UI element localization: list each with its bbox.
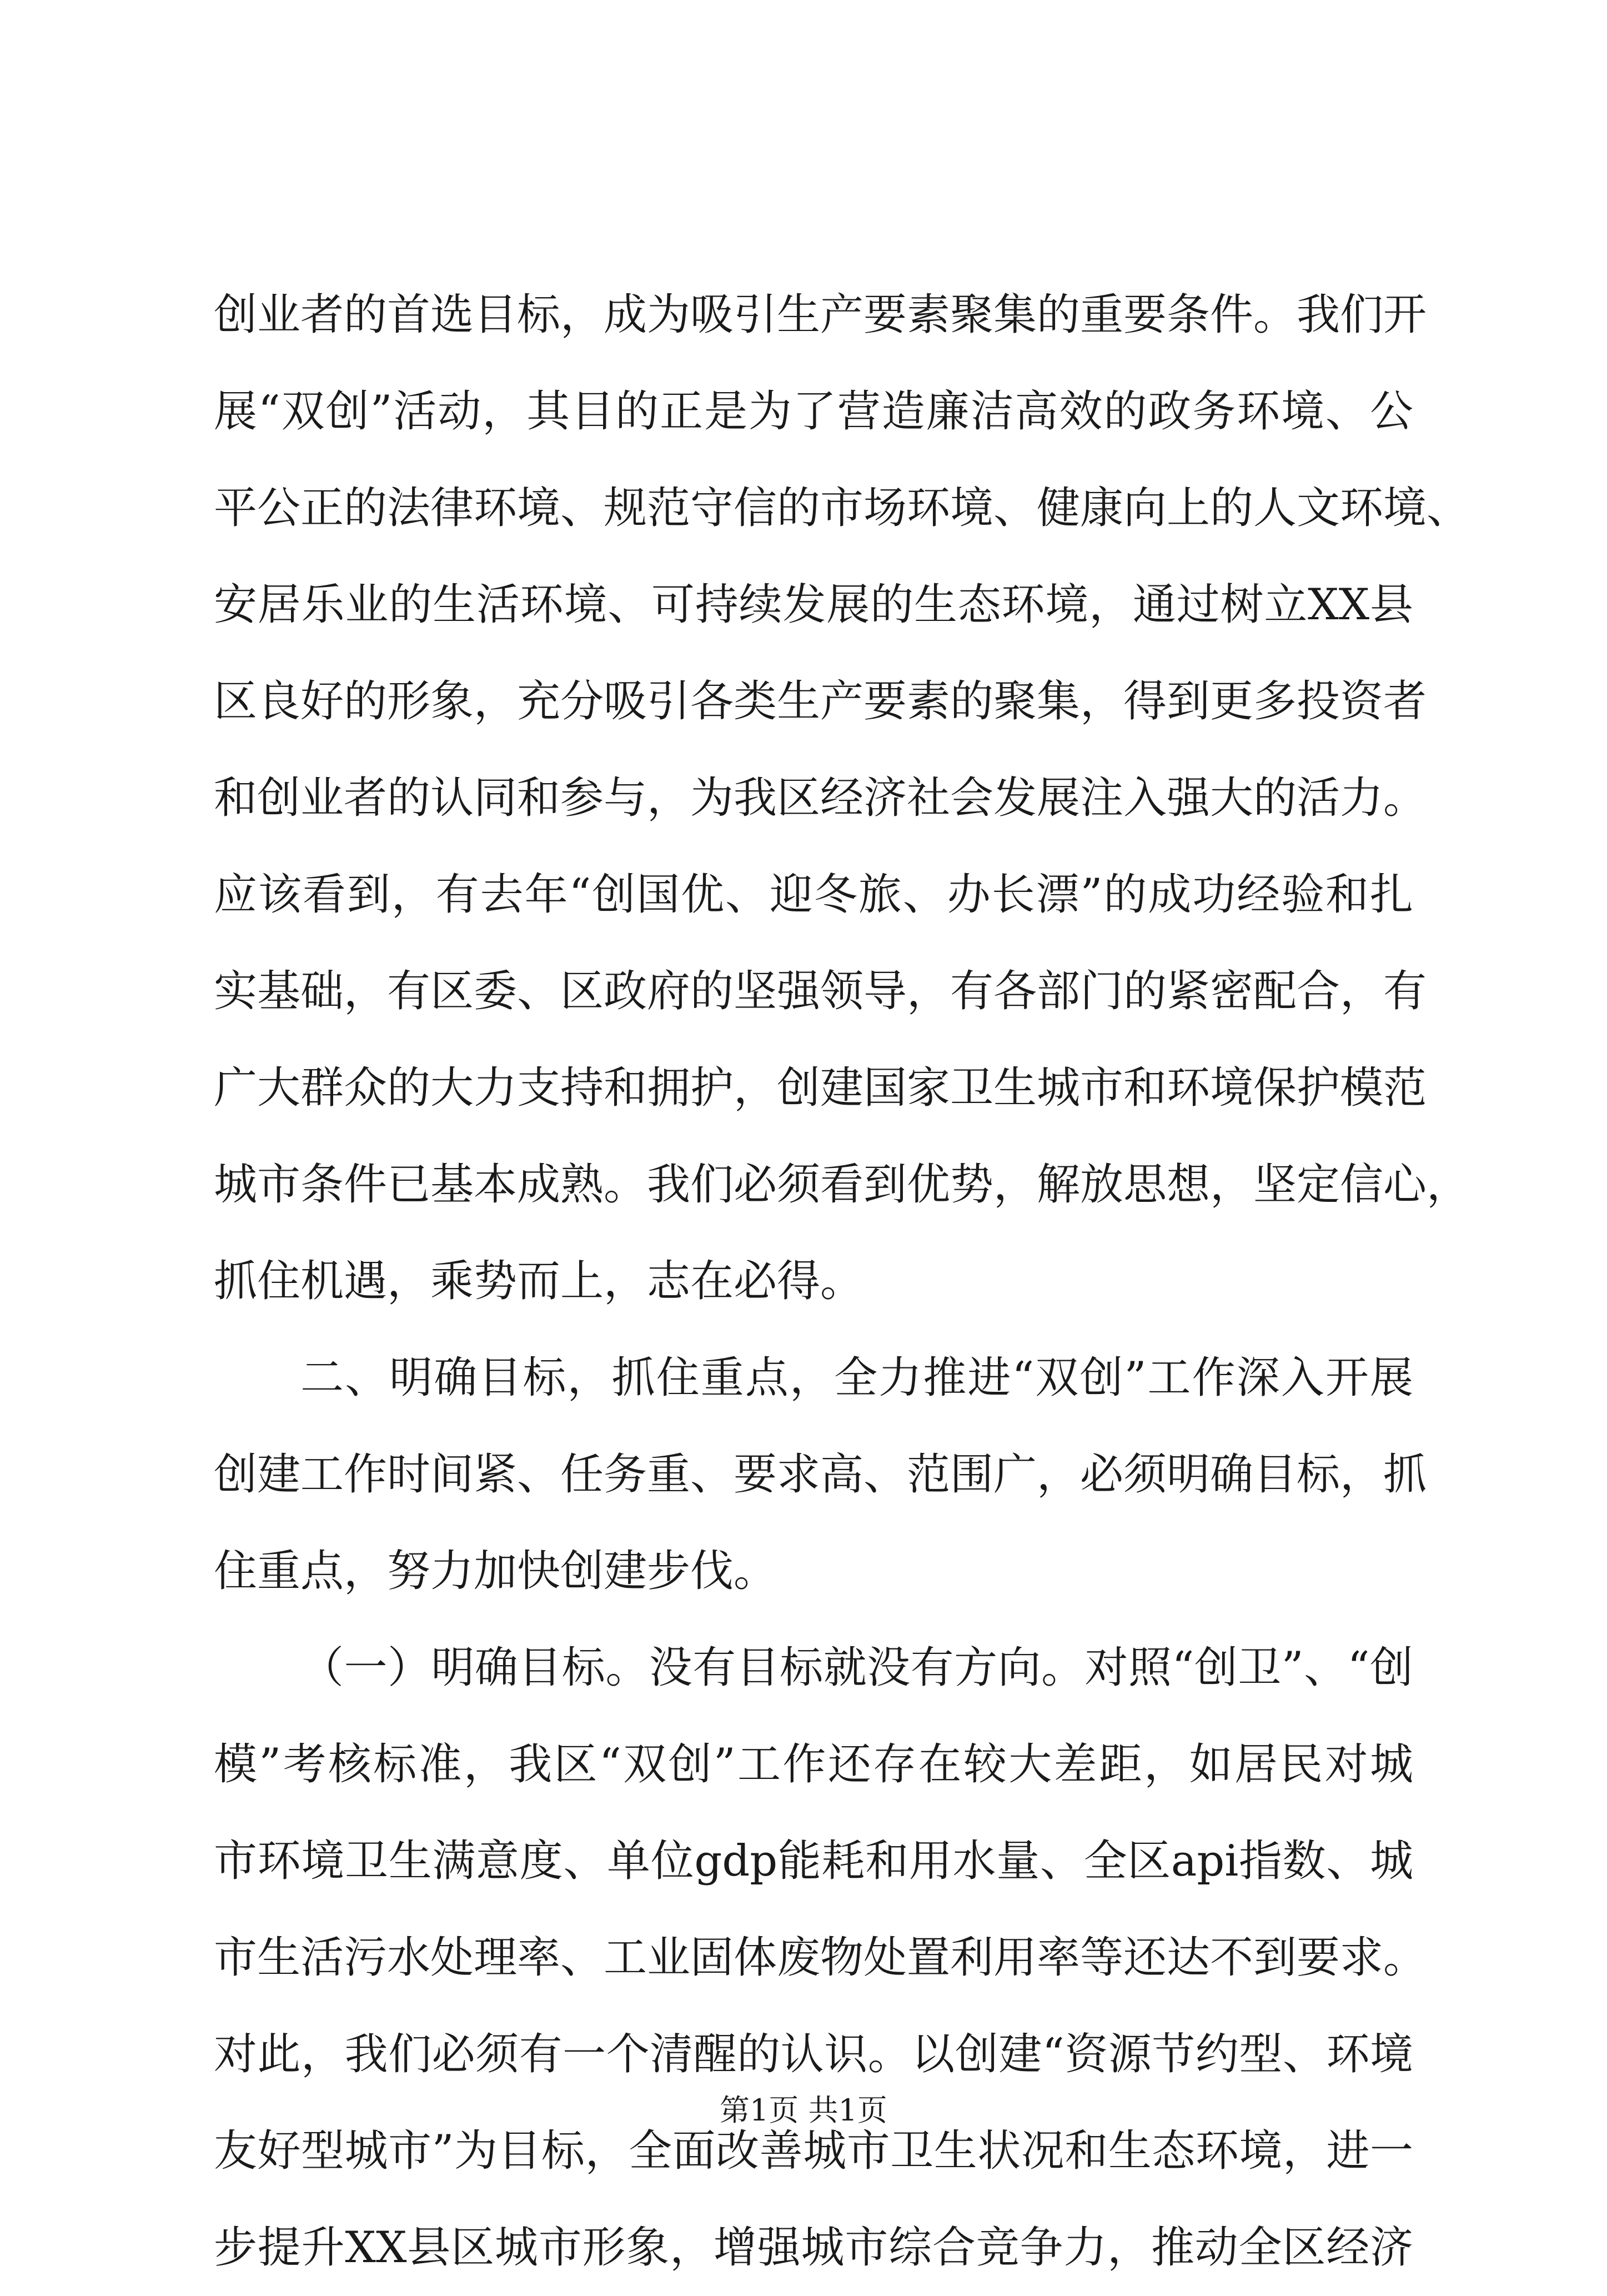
text-line-8: 实基础，有区委、区政府的坚强领导，有各部门的紧密配合，有 (214, 966, 1427, 1016)
text-line-11: 抓住机遇，乘势而上，志在必得。 (214, 1256, 864, 1306)
text-line-17: 市环境卫生满意度、单位gdp能耗和用水量、全区api指数、城 (214, 1836, 1413, 1886)
text-line-18: 市生活污水处理率、工业固体废物处置利用率等还达不到要求。 (214, 1933, 1427, 1983)
text-line-9: 广大群众的大力支持和拥护，创建国家卫生城市和环境保护模范 (214, 1063, 1427, 1113)
text-line-14: 住重点，努力加快创建步伐。 (214, 1546, 777, 1596)
text-line-16: 模”考核标准，我区“双创”工作还存在较大差距，如居民对城 (214, 1739, 1413, 1789)
text-line-7: 应该看到，有去年“创国优、迎冬旅、办长漂”的成功经验和扎 (214, 870, 1413, 920)
section-heading: 二、明确目标，抓住重点，全力推进“双创”工作深入开展 (300, 1353, 1413, 1403)
text-line-4: 安居乐业的生活环境、可持续发展的生态环境，通过树立XX县 (214, 580, 1413, 630)
text-line-10: 城市条件已基本成熟。我们必须看到优势，解放思想，坚定信心， (214, 1160, 1470, 1210)
text-line-19: 对此，我们必须有一个清醒的认识。以创建“资源节约型、环境 (214, 2029, 1413, 2079)
text-line-21: 步提升XX县区城市形象，增强城市综合竞争力，推动全区经济 (214, 2223, 1413, 2273)
text-line-2: 展“双创”活动，其目的正是为了营造廉洁高效的政务环境、公 (214, 387, 1413, 437)
document-body (214, 267, 1470, 2296)
page-number-footer: 第1页 共1页 (720, 2093, 887, 2128)
text-line-20: 友好型城市”为目标，全面改善城市卫生状况和生态环境，进一 (214, 2126, 1413, 2176)
text-line-3: 平公正的法律环境、规范守信的市场环境、健康向上的人文环境、 (214, 483, 1470, 533)
text-line-13: 创建工作时间紧、任务重、要求高、范围广，必须明确目标，抓 (214, 1450, 1427, 1500)
text-line-5: 区良好的形象，充分吸引各类生产要素的聚集，得到更多投资者 (214, 676, 1427, 726)
subsection-line: （一）明确目标。没有目标就没有方向。对照“创卫”、“创 (300, 1643, 1413, 1693)
text-line-6: 和创业者的认同和参与，为我区经济社会发展注入强大的活力。 (214, 773, 1427, 823)
text-line-1: 创业者的首选目标，成为吸引生产要素聚集的重要条件。我们开 (214, 290, 1427, 340)
